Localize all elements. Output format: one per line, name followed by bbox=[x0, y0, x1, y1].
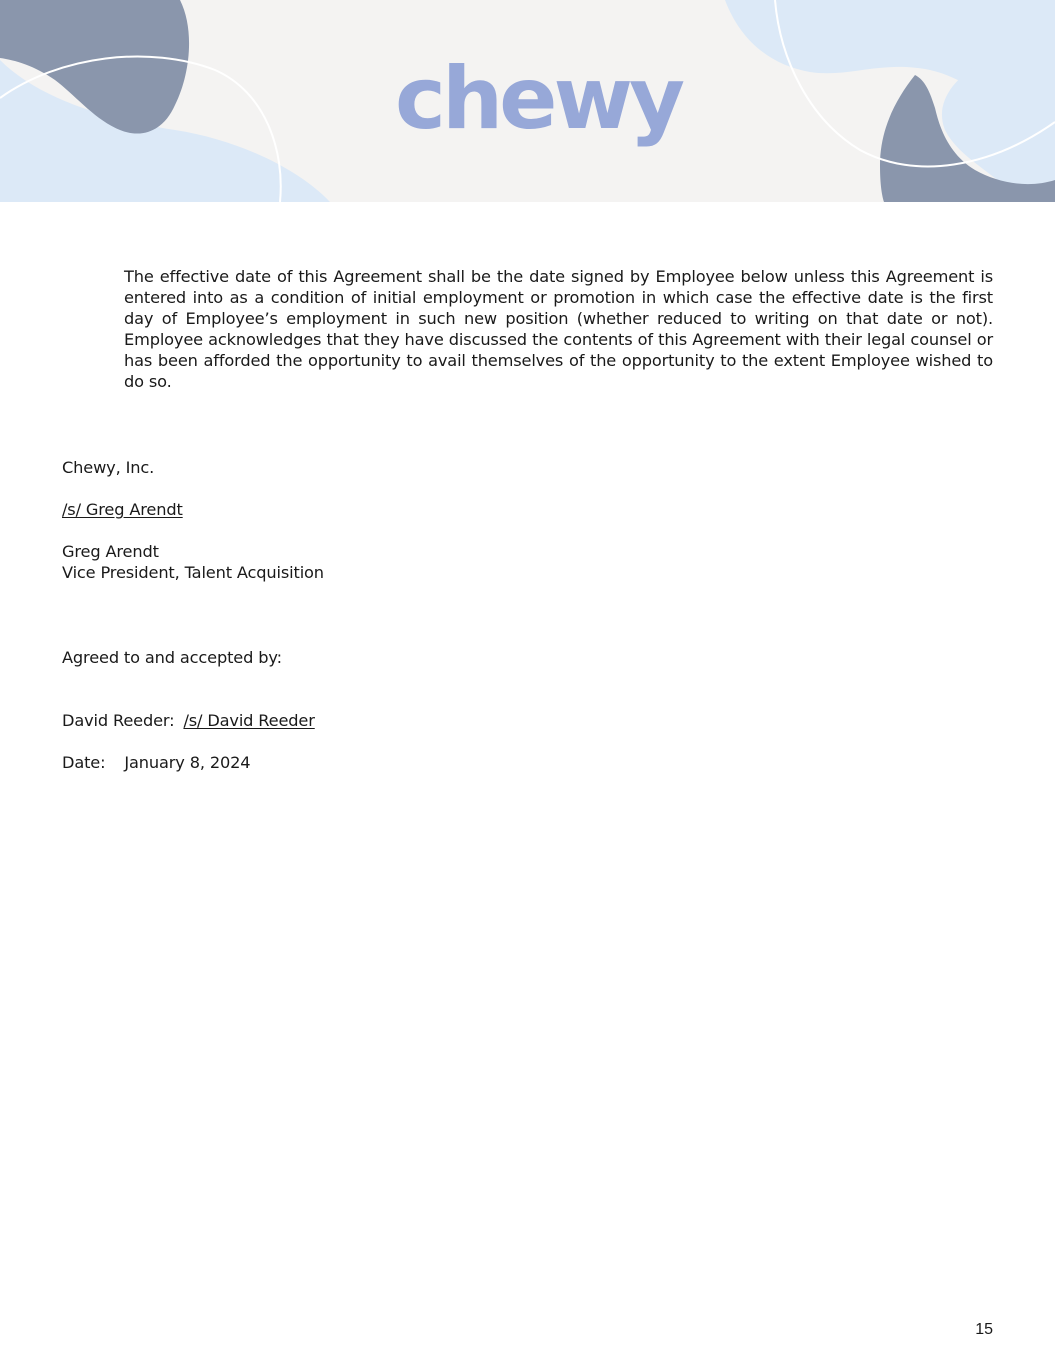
employee-signature: /s/ David Reeder bbox=[183, 711, 315, 730]
company-signature: /s/ Greg Arendt bbox=[62, 500, 183, 519]
signer-name: Greg Arendt bbox=[62, 542, 159, 561]
header-banner bbox=[0, 0, 1055, 202]
employee-label: David Reeder: bbox=[62, 711, 175, 730]
signer-title: Vice President, Talent Acquisition bbox=[62, 563, 324, 582]
date-value: January 8, 2024 bbox=[124, 753, 251, 772]
page-number: 15 bbox=[975, 1321, 993, 1338]
acceptance-intro: Agreed to and accepted by: bbox=[62, 648, 282, 667]
company-name: Chewy, Inc. bbox=[62, 458, 155, 477]
date-label: Date: bbox=[62, 753, 106, 772]
employee-signature-line bbox=[62, 710, 315, 731]
date-line bbox=[62, 752, 250, 773]
effective-date-paragraph: The effective date of this Agreement shall be the date signed by Employee below unless this Agreement is entered into as a condition of initial employment or promotion in which case the effective date is the first day of Employee’s employment in such new position (whether reduced to writing on that date or not). Employee acknowledges that they have discussed the contents of this Agreement with their legal counsel or has been afforded the opportunity to avail themselves of the opportunity to the extent Employee wished to do so. bbox=[124, 267, 993, 391]
chewy-logo: chewy bbox=[394, 49, 682, 149]
decorative-background-shapes bbox=[0, 0, 1055, 202]
